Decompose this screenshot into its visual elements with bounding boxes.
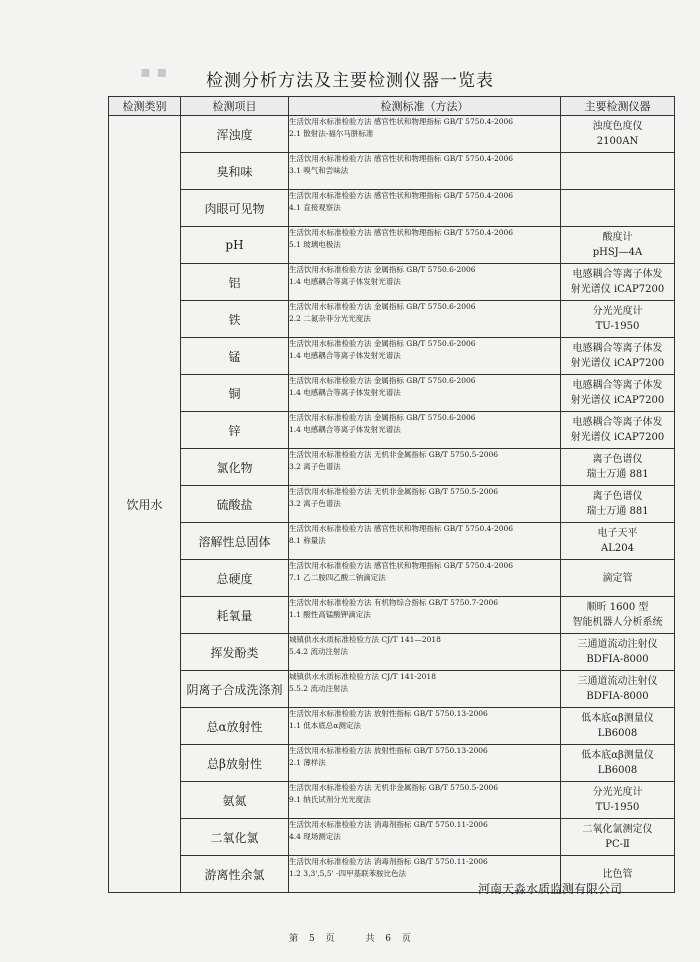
method-cell	[289, 560, 561, 597]
item-cell: 氯化物	[181, 449, 289, 486]
instrument-line: LB6008	[597, 765, 638, 776]
document-title: 检测分析方法及主要检测仪器一览表	[206, 71, 494, 91]
method-cell	[289, 486, 561, 523]
method-standard: 生活饮用水标准检验方法 无机非金属指标 GB/T 5750.5-2006	[289, 450, 499, 459]
item-cell: 挥发酚类	[181, 634, 289, 671]
method-cell	[289, 597, 561, 634]
instrument-line: 智能机器人分析系统	[572, 617, 663, 628]
method-clause: 5.4.2 流动注射法	[289, 647, 348, 656]
method-cell	[289, 745, 561, 782]
instrument-line: 离子色谱仪	[592, 491, 643, 502]
method-cell	[289, 819, 561, 856]
table-row	[109, 745, 675, 782]
table-row	[109, 671, 675, 708]
method-clause: 1.4 电感耦合等离子体发射光谱法	[289, 277, 401, 286]
item-cell: 锌	[181, 412, 289, 449]
table-row	[109, 597, 675, 634]
instrument-cell	[561, 819, 675, 856]
instrument-cell	[561, 449, 675, 486]
method-cell	[289, 153, 561, 190]
item-cell: 肉眼可见物	[181, 190, 289, 227]
item-cell: 溶解性总固体	[181, 523, 289, 560]
item-cell: 铜	[181, 375, 289, 412]
method-cell	[289, 338, 561, 375]
bleed-through-mark: ▪ ▪	[140, 62, 168, 81]
instrument-line: 顺昕 1600 型	[586, 602, 649, 613]
instrument-line: AL204	[601, 543, 634, 554]
method-clause: 8.1 称量法	[289, 536, 326, 545]
table-row	[109, 116, 675, 153]
header-instrument: 主要检测仪器	[561, 97, 675, 116]
method-cell	[289, 116, 561, 153]
table-row	[109, 449, 675, 486]
method-standard: 生活饮用水标准检验方法 感官性状和物理指标 GB/T 5750.4-2006	[289, 524, 514, 533]
method-clause: 5.1 玻璃电极法	[289, 240, 341, 249]
method-clause: 9.1 纳氏试剂分光光度法	[289, 795, 371, 804]
instrument-line: PC-Ⅱ	[605, 839, 630, 850]
page-number: 第 5 页	[289, 934, 335, 944]
instrument-cell	[561, 671, 675, 708]
methods-instruments-table	[108, 96, 675, 893]
item-cell: 总硬度	[181, 560, 289, 597]
instrument-line: 三通道流动注射仪	[577, 639, 658, 650]
instrument-cell	[561, 338, 675, 375]
method-clause: 1.2 3,3',5,5' -四甲基联苯胺比色法	[289, 869, 407, 878]
method-standard: 生活饮用水标准检验方法 感官性状和物理指标 GB/T 5750.4-2006	[289, 154, 514, 163]
instrument-cell	[561, 227, 675, 264]
item-cell: 总α放射性	[181, 708, 289, 745]
item-cell: 氨氮	[181, 782, 289, 819]
item-cell: 游离性余氯	[181, 856, 289, 893]
instrument-line: 分光光度计	[592, 787, 643, 798]
item-cell: 耗氧量	[181, 597, 289, 634]
instrument-cell	[561, 523, 675, 560]
instrument-cell	[561, 116, 675, 153]
method-standard: 城镇供水水质标准检验方法 CJ/T 141—2018	[289, 635, 441, 644]
method-clause: 1.1 酸性高锰酸钾滴定法	[289, 610, 371, 619]
method-standard: 城镇供水水质标准检验方法 CJ/T 141-2018	[289, 672, 436, 681]
instrument-line: 瑞士万通 881	[586, 469, 649, 480]
instrument-cell	[561, 375, 675, 412]
table-row	[109, 190, 675, 227]
method-clause: 1.1 低本底总α测定法	[289, 721, 361, 730]
instrument-line: 浊度色度仪	[592, 121, 643, 132]
table-row	[109, 375, 675, 412]
method-cell	[289, 671, 561, 708]
instrument-cell	[561, 301, 675, 338]
method-standard: 生活饮用水标准检验方法 金属指标 GB/T 5750.6-2006	[289, 413, 476, 422]
instrument-line: 射光谱仪 iCAP7200	[570, 395, 665, 406]
instrument-line: 三通道流动注射仪	[577, 676, 658, 687]
method-standard: 生活饮用水标准检验方法 感官性状和物理指标 GB/T 5750.4-2006	[289, 191, 514, 200]
instrument-cell	[561, 782, 675, 819]
method-cell	[289, 708, 561, 745]
method-cell	[289, 190, 561, 227]
instrument-line: pHSJ—4A	[592, 247, 643, 258]
method-cell	[289, 375, 561, 412]
method-cell	[289, 449, 561, 486]
item-cell: pH	[181, 227, 289, 264]
item-cell: 铁	[181, 301, 289, 338]
instrument-cell	[561, 190, 675, 227]
method-standard: 生活饮用水标准检验方法 金属指标 GB/T 5750.6-2006	[289, 302, 476, 311]
instrument-line: 电感耦合等离子体发	[572, 417, 663, 428]
method-standard: 生活饮用水标准检验方法 消毒剂指标 GB/T 5750.11-2006	[289, 857, 488, 866]
instrument-line: TU-1950	[595, 321, 640, 332]
method-standard: 生活饮用水标准检验方法 放射性指标 GB/T 5750.13-2006	[289, 709, 488, 718]
instrument-line: 电感耦合等离子体发	[572, 380, 663, 391]
item-cell: 阴离子合成洗涤剂	[181, 671, 289, 708]
instrument-line: 电子天平	[597, 528, 638, 539]
instrument-cell	[561, 634, 675, 671]
instrument-line: 2100AN	[596, 136, 639, 147]
page-total: 共 6 页	[365, 934, 411, 944]
table-row	[109, 560, 675, 597]
instrument-line: 酸度计	[602, 232, 633, 243]
instrument-line: 二氧化氯测定仪	[582, 824, 653, 835]
instrument-line: 射光谱仪 iCAP7200	[570, 432, 665, 443]
table-row	[109, 819, 675, 856]
table-row	[109, 264, 675, 301]
instrument-line: 滴定管	[602, 572, 633, 584]
instrument-line: 射光谱仪 iCAP7200	[570, 284, 665, 295]
table-row	[109, 708, 675, 745]
header-item: 检测项目	[181, 97, 289, 116]
method-cell	[289, 412, 561, 449]
method-clause: 3.1 嗅气和尝味法	[289, 166, 349, 175]
table-row	[109, 301, 675, 338]
method-clause: 3.2 离子色谱法	[289, 462, 341, 471]
method-clause: 1.4 电感耦合等离子体发射光谱法	[289, 388, 401, 397]
method-standard: 生活饮用水标准检验方法 无机非金属指标 GB/T 5750.5-2006	[289, 783, 499, 792]
item-cell: 硫酸盐	[181, 486, 289, 523]
method-cell	[289, 523, 561, 560]
instrument-line: 低本底αβ测量仪	[581, 713, 654, 724]
method-clause: 4.1 直接观察法	[289, 203, 341, 212]
method-clause: 2.1 散射法-福尔马肼标准	[289, 129, 374, 138]
instrument-line: 低本底αβ测量仪	[581, 750, 654, 761]
method-cell	[289, 634, 561, 671]
instrument-cell	[561, 597, 675, 634]
method-standard: 生活饮用水标准检验方法 金属指标 GB/T 5750.6-2006	[289, 265, 476, 274]
method-clause: 2.1 薄样法	[289, 758, 326, 767]
instrument-line: 比色管	[602, 868, 633, 880]
method-clause: 3.2 离子色谱法	[289, 499, 341, 508]
instrument-cell	[561, 153, 675, 190]
instrument-line: BDFIA-8000	[586, 691, 649, 702]
item-cell: 铝	[181, 264, 289, 301]
table-row	[109, 227, 675, 264]
company-name: 河南天淼水质监测有限公司	[477, 882, 622, 896]
method-standard: 生活饮用水标准检验方法 有机物综合指标 GB/T 5750.7-2006	[289, 598, 499, 607]
instrument-line: 射光谱仪 iCAP7200	[570, 358, 665, 369]
method-clause: 7.1 乙二胺四乙酸二钠滴定法	[289, 573, 386, 582]
table-row	[109, 634, 675, 671]
table-row	[109, 486, 675, 523]
instrument-line: 分光光度计	[592, 306, 643, 317]
method-cell	[289, 227, 561, 264]
method-cell	[289, 782, 561, 819]
instrument-cell	[561, 708, 675, 745]
method-clause: 5.5.2 流动注射法	[289, 684, 348, 693]
method-standard: 生活饮用水标准检验方法 放射性指标 GB/T 5750.13-2006	[289, 746, 488, 755]
instrument-line: 电感耦合等离子体发	[572, 269, 663, 280]
instrument-line: LB6008	[597, 728, 638, 739]
method-cell	[289, 264, 561, 301]
item-cell: 锰	[181, 338, 289, 375]
method-standard: 生活饮用水标准检验方法 感官性状和物理指标 GB/T 5750.4-2006	[289, 117, 514, 126]
table-header-row	[109, 97, 675, 116]
method-clause: 1.4 电感耦合等离子体发射光谱法	[289, 425, 401, 434]
table-row	[109, 153, 675, 190]
page-footer	[0, 931, 700, 944]
instrument-line: 离子色谱仪	[592, 454, 643, 465]
instrument-cell	[561, 412, 675, 449]
method-clause: 1.4 电感耦合等离子体发射光谱法	[289, 351, 401, 360]
instrument-line: 瑞士万通 881	[586, 506, 649, 517]
instrument-cell	[561, 560, 675, 597]
method-standard: 生活饮用水标准检验方法 金属指标 GB/T 5750.6-2006	[289, 339, 476, 348]
table-row	[109, 782, 675, 819]
instrument-cell	[561, 264, 675, 301]
method-standard: 生活饮用水标准检验方法 感官性状和物理指标 GB/T 5750.4-2006	[289, 561, 514, 570]
method-standard: 生活饮用水标准检验方法 金属指标 GB/T 5750.6-2006	[289, 376, 476, 385]
item-cell: 二氧化氯	[181, 819, 289, 856]
method-cell	[289, 301, 561, 338]
instrument-cell	[561, 486, 675, 523]
method-standard: 生活饮用水标准检验方法 感官性状和物理指标 GB/T 5750.4-2006	[289, 228, 514, 237]
category-cell: 饮用水	[109, 116, 181, 893]
instrument-line: TU-1950	[595, 802, 640, 813]
table-row	[109, 412, 675, 449]
item-cell: 臭和味	[181, 153, 289, 190]
instrument-line: BDFIA-8000	[586, 654, 649, 665]
instrument-cell	[561, 745, 675, 782]
header-method: 检测标准（方法）	[289, 97, 561, 116]
item-cell: 总β放射性	[181, 745, 289, 782]
method-clause: 4.4 现场测定法	[289, 832, 341, 841]
method-standard: 生活饮用水标准检验方法 消毒剂指标 GB/T 5750.11-2006	[289, 820, 488, 829]
header-category: 检测类别	[109, 97, 181, 116]
item-cell: 浑浊度	[181, 116, 289, 153]
method-clause: 2.2 二氮杂菲分光光度法	[289, 314, 371, 323]
instrument-line: 电感耦合等离子体发	[572, 343, 663, 354]
table-row	[109, 338, 675, 375]
method-standard: 生活饮用水标准检验方法 无机非金属指标 GB/T 5750.5-2006	[289, 487, 499, 496]
table-row	[109, 523, 675, 560]
